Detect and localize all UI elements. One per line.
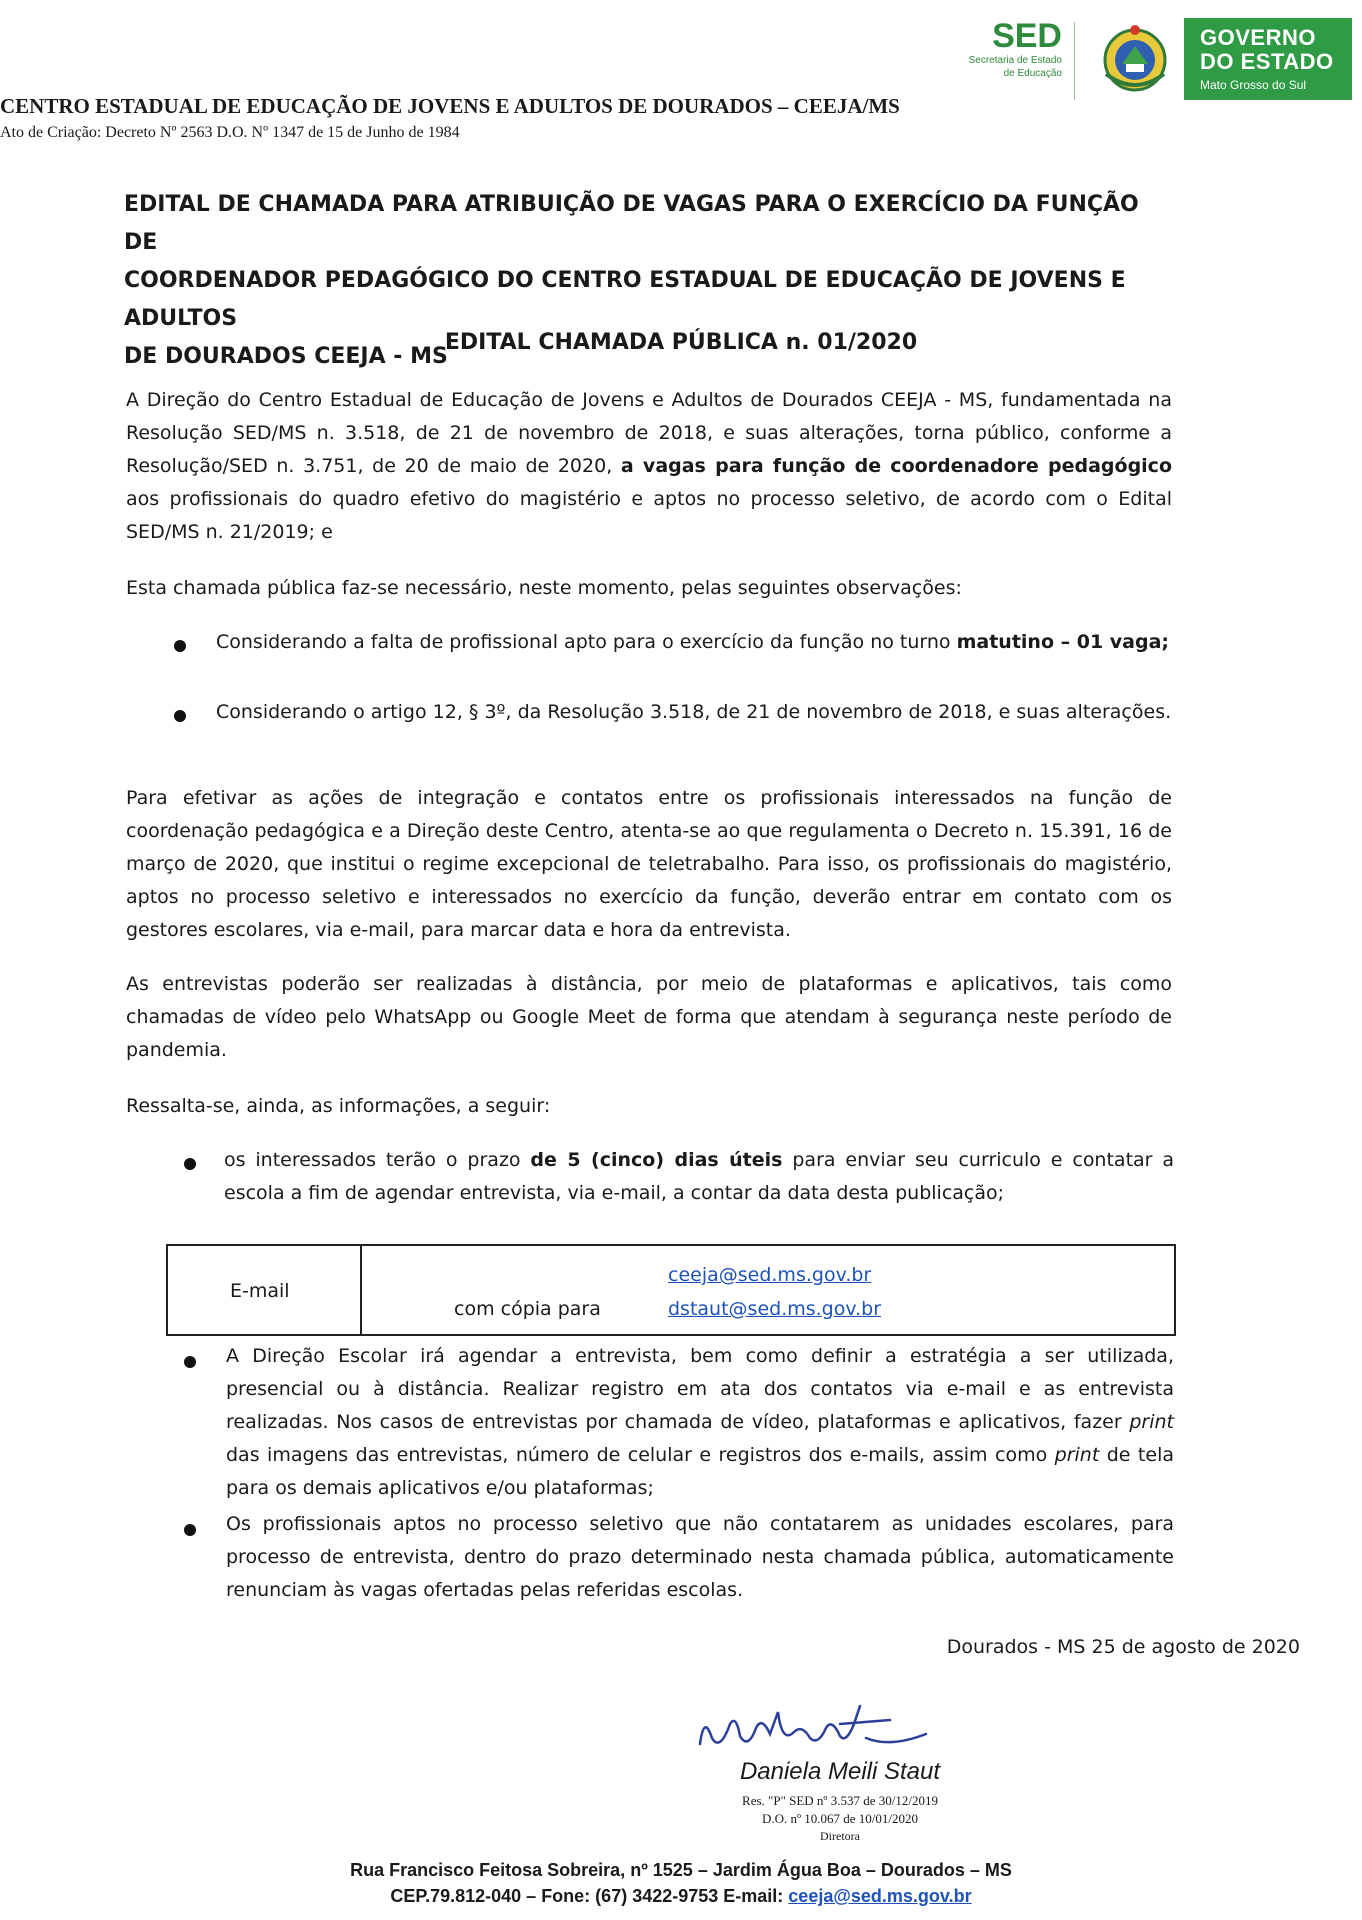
paragraph-information: Ressalta-se, ainda, as informações, a seguir:	[126, 1095, 551, 1117]
footer-address: Rua Francisco Feitosa Sobreira, nº 1525 – Jardim Água Boa – Dourados – MS	[350, 1860, 1012, 1880]
bullet-4-italic-1: print	[1129, 1411, 1174, 1433]
email-label: E-mail	[230, 1280, 290, 1302]
document-subtitle: EDITAL CHAMADA PÚBLICA n. 01/2020	[444, 330, 918, 355]
paragraph-interviews: As entrevistas poderão ser realizadas à distância, por meio de plataformas e aplicativos, tais como chamadas de vídeo pelo WhatsApp ou Google Meet de forma que atendam à segurança neste período de pandemia.	[126, 973, 1172, 1061]
bullet-4-italic-2: print	[1054, 1444, 1100, 1466]
title-line-2: COORDENADOR PEDAGÓGICO DO CENTRO ESTADUAL DE EDUCAÇÃO DE JOVENS E ADULTOS	[124, 268, 1126, 331]
title-line-1: EDITAL DE CHAMADA PARA ATRIBUIÇÃO DE VAGAS PARA O EXERCÍCIO DA FUNÇÃO DE	[124, 192, 1139, 255]
sed-logo-subtitle-1: Secretaria de Estado	[968, 55, 1062, 66]
paragraph-teletrabalho: Para efetivar as ações de integração e contatos entre os profissionais interessados na função de coordenação pedagógica e a Direção deste Centro, atenta-se ao que regulamenta o Decreto n. 15.391, 16 de março de 2020, que institui o regime excepcional de teletrabalho. Para isso, os profissionais do magistério, aptos no processo seletivo e interessados no exercício da função, deverão entrar em contato com os gestores escolares, via e-mail, para marcar data e hora da entrevista.	[126, 787, 1172, 941]
bullet-item-2: Considerando o artigo 12, § 3º, da Resolução 3.518, de 21 de novembro de 2018, e suas alterações.	[216, 701, 1172, 723]
bullet-item-5: Os profissionais aptos no processo seletivo que não contatarem as unidades escolares, para processo de entrevista, dentro do prazo determinado nesta chamada pública, automaticamente renunciam às vagas ofertadas pelas referidas escolas.	[226, 1513, 1174, 1601]
logo-divider	[1074, 22, 1075, 100]
intro-text-2: aos profissionais do quadro efetivo do magistério e aptos no processo seletivo, de acordo com o Edital SED/MS n. 21/2019; e	[126, 488, 1172, 543]
signer-resolution: Res. "P" SED nº 3.537 de 30/12/2019	[742, 1793, 938, 1808]
bullet-item-4	[226, 1340, 1174, 1505]
footer-contact	[0, 1886, 1362, 1907]
bullet-dot-icon	[184, 1524, 196, 1536]
bullet-item-1	[216, 626, 1172, 659]
bullet-4-text-1: A Direção Escolar irá agendar a entrevista, bem como definir a estratégia a ser utilizada, presencial ou à distância. Realizar registro em ata dos contatos via e-mail e as entrevista realizadas. Nos casos de entrevistas por chamada de vídeo, plataformas e aplicativos, fazer	[226, 1345, 1174, 1433]
sed-logo	[950, 18, 1062, 80]
signer-name: Daniela Meili Staut	[739, 1758, 941, 1785]
table-divider	[360, 1246, 362, 1334]
email-link-primary[interactable]: ceeja@sed.ms.gov.br	[668, 1264, 872, 1286]
governo-logo-line-1: GOVERNO	[1200, 25, 1316, 50]
bullet-4-text-2: das imagens das entrevistas, número de celular e registros dos e-mails, assim como	[226, 1444, 1055, 1466]
coat-of-arms-icon	[1100, 22, 1170, 100]
bullet-dot-icon	[184, 1158, 196, 1170]
sed-logo-title: SED	[992, 17, 1062, 55]
bullet-dot-icon	[174, 640, 186, 652]
footer-email-link[interactable]: ceeja@sed.ms.gov.br	[788, 1886, 972, 1906]
institution-name: CENTRO ESTADUAL DE EDUCAÇÃO DE JOVENS E ADULTOS DE DOURADOS – CEEJA/MS	[0, 94, 900, 118]
title-line-3: DE DOURADOS CEEJA - MS	[124, 344, 448, 369]
bullet-1-text: Considerando a falta de profissional apto para o exercício da função no turno	[216, 631, 957, 653]
sed-logo-subtitle-2: de Educação	[1003, 68, 1062, 79]
governo-logo-line-2: DO ESTADO	[1200, 49, 1334, 74]
bullet-3-text-1: os interessados terão o prazo	[224, 1149, 531, 1171]
intro-text-1: A Direção do Centro Estadual de Educação de Jovens e Adultos de Dourados CEEJA - MS, fundamentada na Resolução SED/MS n. 3.518, de 21 de novembro de 2018, e suas alterações, torna público, conforme a Resolução/SED n. 3.751, de 20 de maio de 2020,	[126, 389, 1172, 477]
bullet-3-text-2: para enviar seu curriculo e contatar a escola a fim de agendar entrevista, via e-mail, a contar da data desta publicação;	[224, 1149, 1174, 1204]
document-date: Dourados - MS 25 de agosto de 2020	[946, 1636, 1300, 1658]
email-link-copy[interactable]: dstaut@sed.ms.gov.br	[668, 1298, 882, 1320]
copy-label: com cópia para	[454, 1298, 601, 1320]
intro-text-bold: a vagas para função de coordenadore pedagógico	[620, 455, 1173, 477]
signer-role: Diretora	[820, 1829, 860, 1843]
bullet-dot-icon	[174, 710, 186, 722]
bullet-3-bold: de 5 (cinco) dias úteis	[530, 1149, 783, 1171]
bullet-dot-icon	[184, 1356, 196, 1368]
paragraph-intro	[126, 384, 1172, 549]
governo-estado-logo	[1184, 18, 1352, 100]
signature-icon	[690, 1694, 950, 1764]
bullet-1-bold: matutino – 01 vaga;	[956, 631, 1170, 653]
paragraph-observations: Esta chamada pública faz-se necessário, neste momento, pelas seguintes observações:	[126, 577, 962, 599]
creation-act: Ato de Criação: Decreto Nº 2563 D.O. Nº 1347 de 15 de Junho de 1984	[0, 124, 460, 141]
email-table	[166, 1244, 1176, 1336]
signer-do: D.O. nº 10.067 de 10/01/2020	[761, 1811, 919, 1826]
footer-contact-text: CEP.79.812-040 – Fone: (67) 3422-9753 E-mail:	[390, 1886, 789, 1906]
bullet-item-3	[224, 1144, 1174, 1210]
bullet-4-text-3: de tela para os demais aplicativos e/ou plataformas;	[226, 1444, 1174, 1499]
governo-logo-line-3: Mato Grosso do Sul	[1200, 78, 1307, 92]
